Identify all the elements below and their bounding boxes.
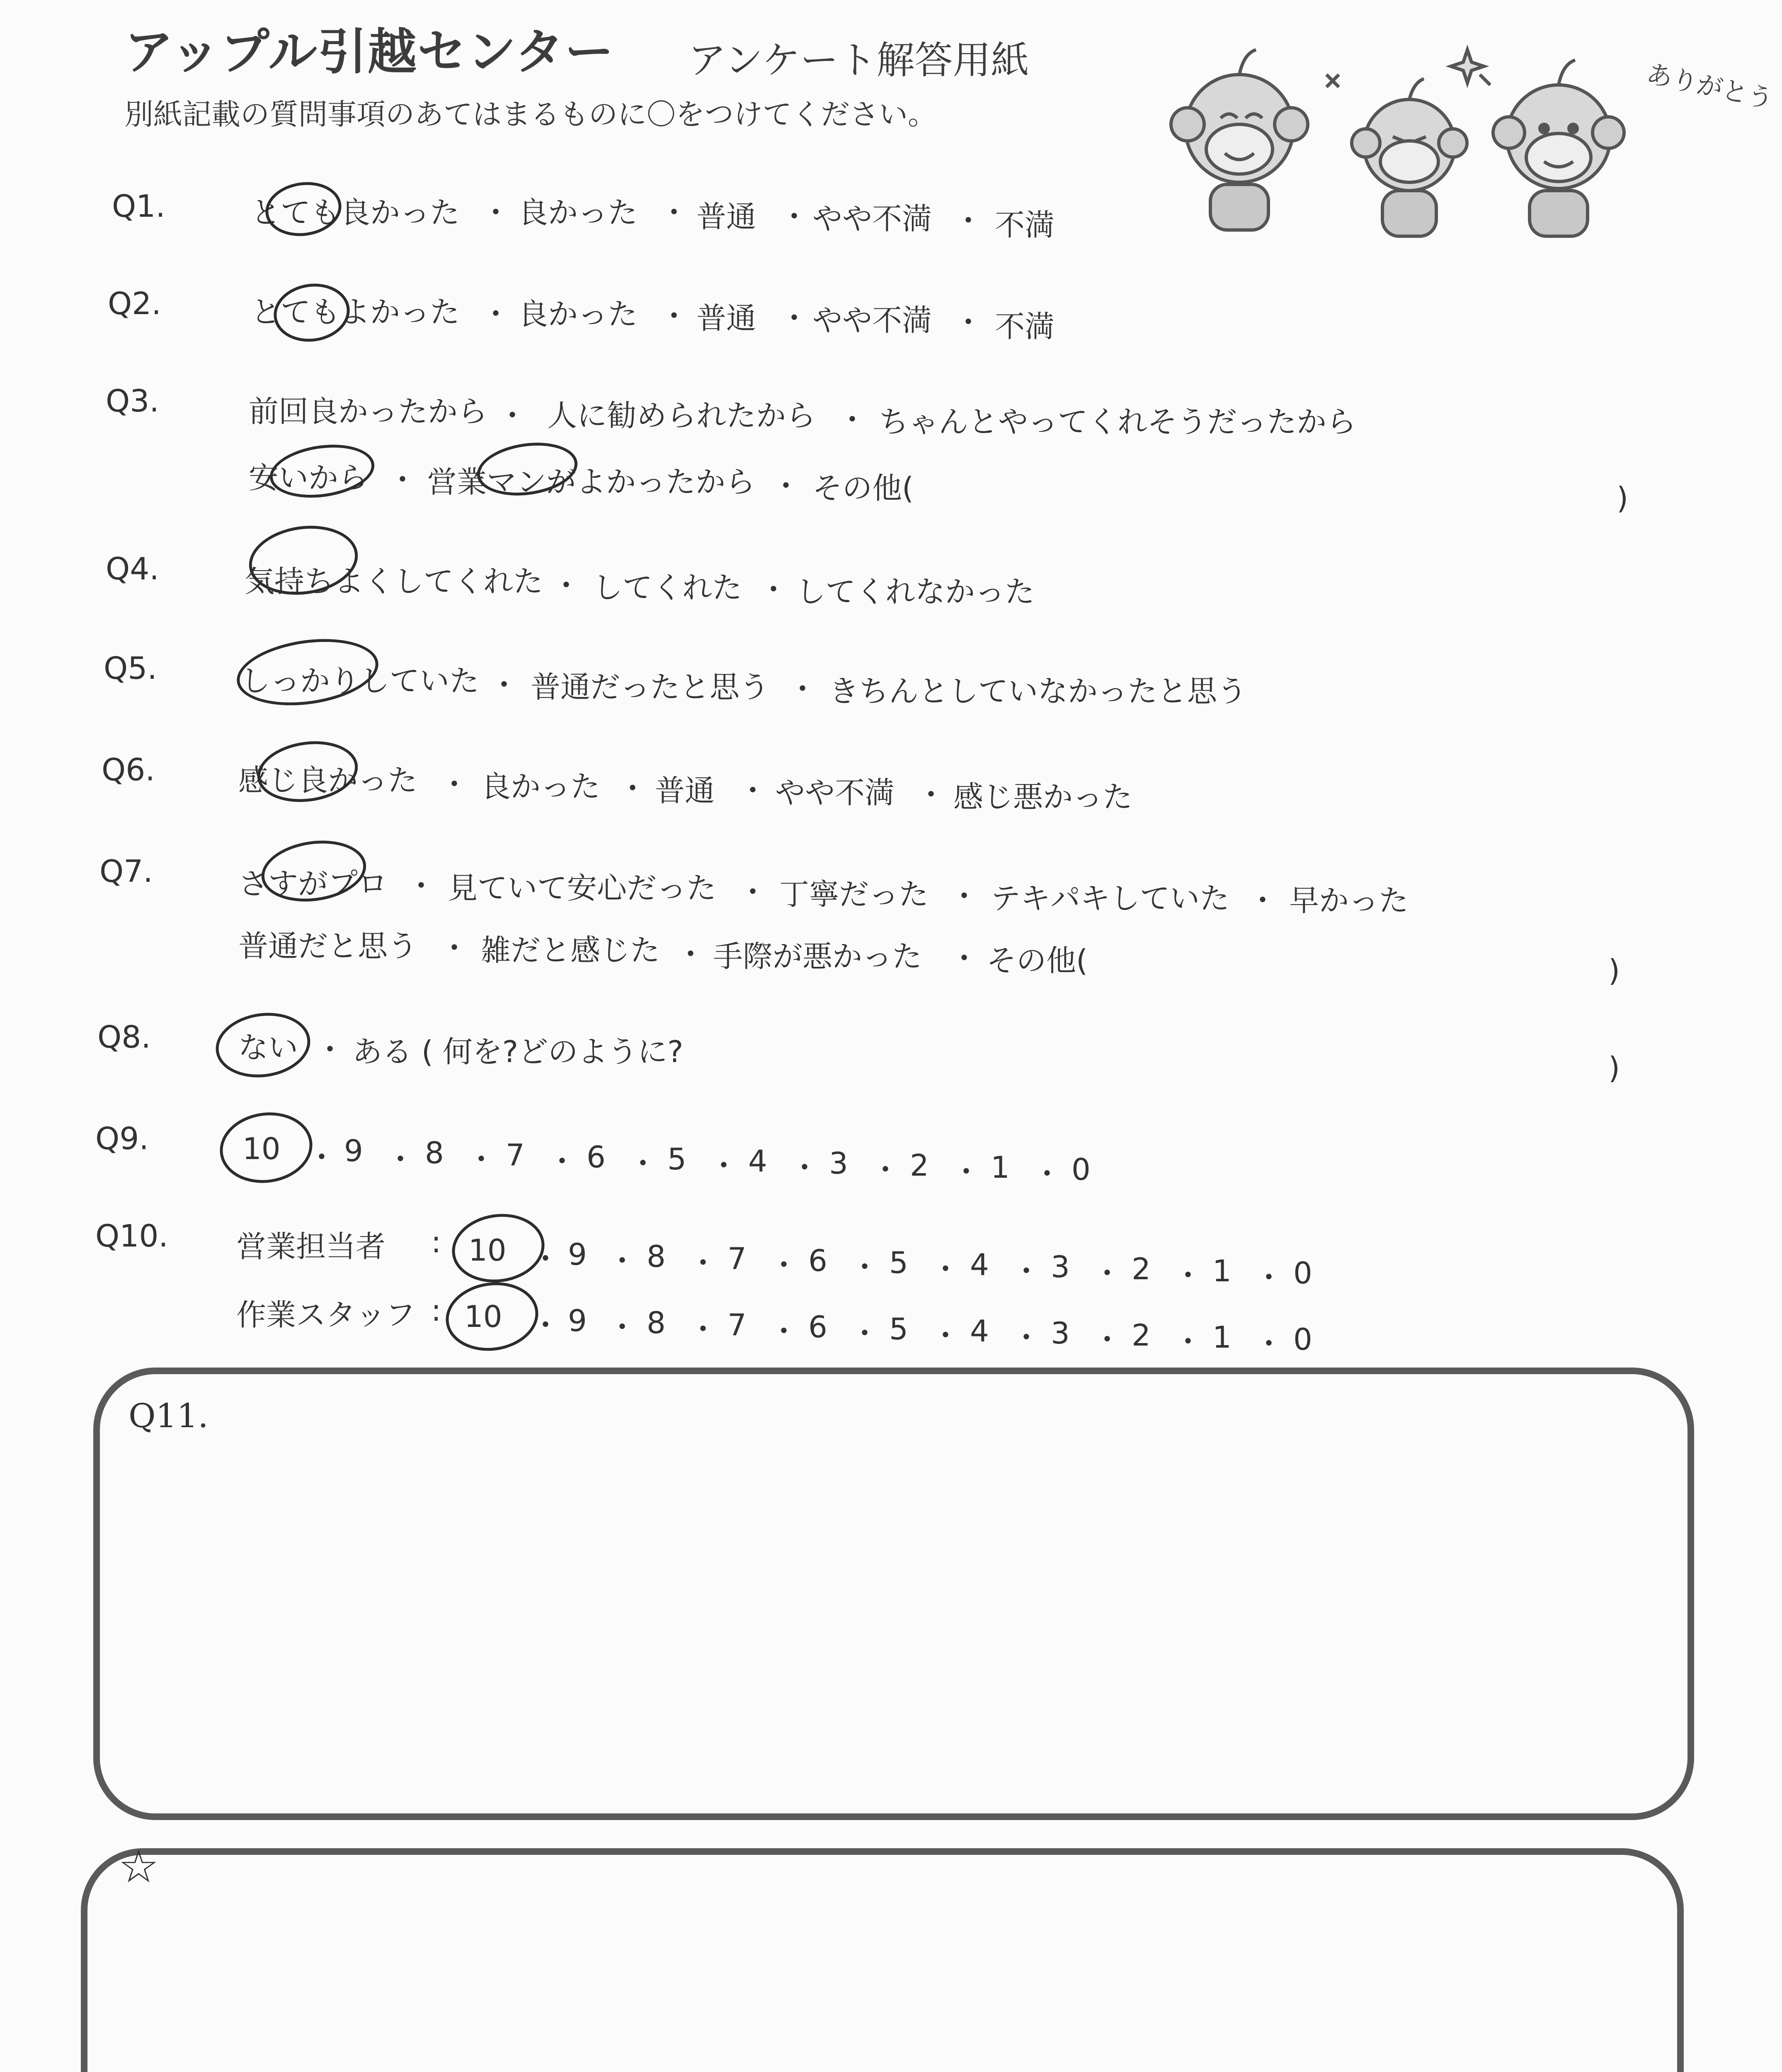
q3-label: Q3.	[106, 383, 159, 419]
q10-score-option[interactable]: 5	[889, 1312, 908, 1346]
q10-score-option[interactable]: 2	[1132, 1318, 1151, 1353]
q5-option[interactable]: しっかりしていた	[240, 663, 480, 698]
q10-score-option[interactable]: 3	[1051, 1249, 1070, 1284]
q2-option[interactable]: とてもよかった	[251, 295, 460, 329]
q10-score-option[interactable]: 6	[808, 1243, 827, 1278]
q8-close-paren: )	[1608, 1051, 1620, 1085]
form-subtitle: アンケート解答用紙	[688, 38, 1029, 82]
q6-option[interactable]: やや不満	[775, 775, 895, 810]
q10-score-option[interactable]: 3	[1051, 1316, 1070, 1351]
q10-selection-circle	[441, 1276, 543, 1357]
q6-option[interactable]: 普通	[655, 773, 715, 808]
q2-option[interactable]: 良かった	[518, 297, 638, 332]
q9-score-option[interactable]: 5	[667, 1142, 686, 1176]
q6-label: Q6.	[102, 752, 155, 788]
monkey-face-icon	[1171, 50, 1308, 230]
q11-answer-text[interactable]	[149, 1459, 1600, 1749]
q9-score-option[interactable]: 2	[910, 1148, 929, 1183]
q9-score-option[interactable]: 10	[242, 1131, 281, 1166]
q2-option[interactable]: 不満	[995, 309, 1055, 344]
q3-close-paren: )	[1617, 481, 1629, 516]
q9-score-option[interactable]: 7	[506, 1138, 525, 1172]
q8-option[interactable]: ない	[238, 1030, 298, 1065]
q2-label: Q2.	[108, 286, 161, 322]
q7-option[interactable]: 手際が悪かった	[713, 939, 922, 974]
q1-option[interactable]: 普通	[696, 199, 756, 234]
q1-label: Q1.	[112, 189, 165, 224]
q10-row-label: 作業スタッフ	[236, 1297, 416, 1332]
q2-option[interactable]: やや不満	[812, 303, 932, 338]
q10-score-option[interactable]: 7	[727, 1307, 747, 1342]
q3-option[interactable]: その他(	[812, 471, 914, 506]
monkey-face-icon	[1493, 60, 1624, 236]
q10-score-option[interactable]: 5	[889, 1245, 908, 1280]
q10-score-option[interactable]: 8	[647, 1305, 666, 1340]
q7-option[interactable]: テキパキしていた	[991, 881, 1230, 916]
q10-score-option[interactable]: 9	[568, 1237, 587, 1272]
q5-option[interactable]: きちんとしていなかったと思う	[829, 674, 1247, 709]
q2-option[interactable]: 普通	[696, 301, 756, 336]
q9-label: Q9.	[95, 1121, 149, 1157]
q3-option[interactable]: 人に勧められたから	[547, 398, 816, 433]
form-title: アップル引越センター	[124, 23, 615, 80]
thanks-text: ありがとう	[1644, 58, 1776, 115]
q10-score-option[interactable]: 7	[727, 1241, 747, 1276]
q10-score-option[interactable]: 8	[647, 1239, 666, 1274]
q4-option[interactable]: してくれた	[593, 570, 742, 605]
star-label: ☆	[118, 1840, 159, 1893]
q10-score-option[interactable]: 10	[468, 1233, 507, 1268]
q10-score-option[interactable]: 10	[464, 1299, 502, 1334]
q10-score-option[interactable]: 6	[808, 1310, 827, 1344]
monkey-face-icon	[1352, 79, 1467, 236]
comment-answer-text[interactable]	[149, 1915, 1600, 2072]
q10-score-option[interactable]: 2	[1132, 1251, 1151, 1286]
q5-label: Q5.	[104, 651, 157, 686]
q9-score-option[interactable]: 4	[748, 1144, 767, 1179]
q3-option[interactable]: ちゃんとやってくれそうだったから	[879, 404, 1357, 439]
monkey-mascots-illustration	[1140, 25, 1776, 257]
q7-option[interactable]: 見ていて安心だった	[448, 871, 717, 905]
q7-option[interactable]: 普通だと思う	[238, 929, 418, 963]
form-instruction: 別紙記載の質問事項のあてはまるものに〇をつけてください。	[124, 97, 937, 131]
q5-selection-circle	[233, 631, 383, 714]
q4-option[interactable]: 気持ちよくしてくれた	[245, 564, 543, 599]
q1-option[interactable]: やや不満	[812, 201, 932, 236]
q3-option[interactable]: 安いから	[249, 460, 369, 495]
q7-close-paren: )	[1608, 953, 1620, 988]
q7-label: Q7.	[99, 854, 153, 889]
q6-option[interactable]: 感じ悪かった	[953, 779, 1133, 814]
q11-label: Q11.	[128, 1397, 209, 1435]
q10-score-option[interactable]: 9	[568, 1303, 587, 1338]
q5-option[interactable]: 普通だったと思う	[531, 670, 770, 704]
q4-option[interactable]: してくれなかった	[796, 574, 1035, 609]
q10-score-option[interactable]: 1	[1212, 1320, 1232, 1355]
q10-score-option[interactable]: 0	[1293, 1256, 1312, 1290]
q10-score-option[interactable]: 4	[970, 1314, 989, 1348]
q3-option[interactable]: 前回良かったから	[249, 394, 488, 429]
q7-option[interactable]: さすがプロ	[238, 867, 388, 901]
q3-option[interactable]: 営業マンがよかったから	[427, 465, 756, 499]
q4-label: Q4.	[106, 551, 159, 587]
q9-score-option[interactable]: 0	[1072, 1152, 1091, 1187]
q8-selection-circle	[211, 1007, 314, 1083]
q8-label: Q8.	[97, 1019, 151, 1055]
q10-score-option[interactable]: 4	[970, 1247, 989, 1282]
q7-option[interactable]: 雑だと感じた	[481, 933, 660, 968]
q1-option[interactable]: 不満	[995, 208, 1055, 242]
q9-score-option[interactable]: 8	[425, 1135, 444, 1170]
q10-score-option[interactable]: 1	[1212, 1254, 1232, 1288]
q6-option[interactable]: 感じ良かった	[238, 763, 418, 798]
q9-selection-circle	[215, 1106, 317, 1189]
q8-option[interactable]: ある ( 何を?どのように?	[352, 1034, 684, 1069]
q7-option[interactable]: その他(	[987, 943, 1088, 978]
q6-option[interactable]: 良かった	[481, 769, 601, 804]
q10-row-label: 営業担当者	[236, 1229, 386, 1264]
q9-score-option[interactable]: 6	[587, 1140, 606, 1174]
q1-option[interactable]: 良かった	[518, 195, 638, 230]
q7-option[interactable]: 早かった	[1289, 883, 1409, 918]
q7-option[interactable]: 丁寧だった	[779, 877, 929, 912]
q9-score-option[interactable]: 1	[991, 1150, 1010, 1185]
q10-label: Q10.	[95, 1218, 168, 1254]
q10-score-option[interactable]: 0	[1293, 1322, 1312, 1357]
q9-score-option[interactable]: 9	[344, 1133, 363, 1168]
q9-score-option[interactable]: 3	[829, 1146, 848, 1181]
q1-option[interactable]: とても良かった	[251, 195, 460, 230]
